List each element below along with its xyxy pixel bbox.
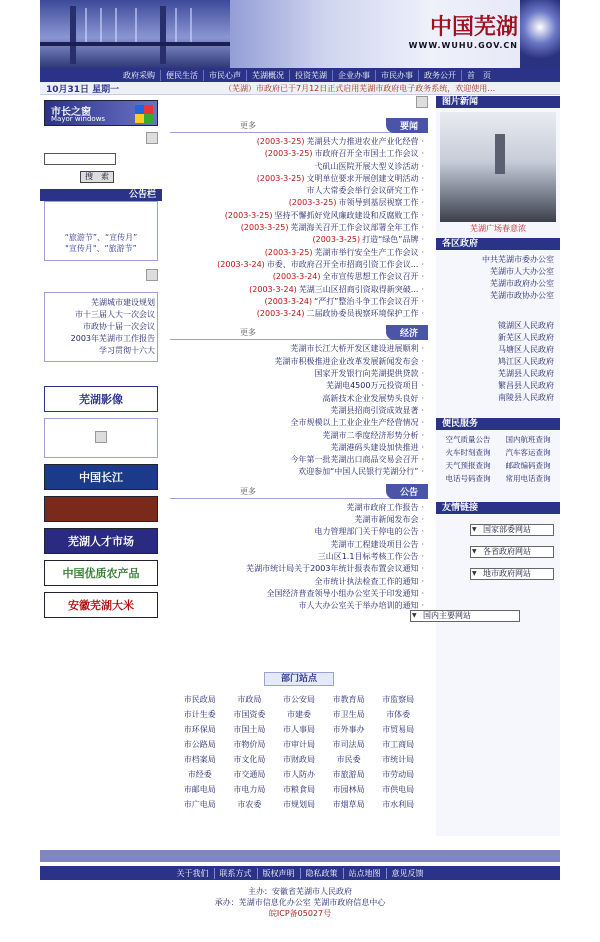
department-link[interactable]: 市环保局 xyxy=(183,725,216,734)
news-item[interactable] xyxy=(176,393,424,405)
department-link[interactable]: 市园林局 xyxy=(332,785,365,794)
more-link[interactable]: 更多 xyxy=(240,121,256,130)
announcement-section xyxy=(170,485,428,613)
news-date: (2003-3-25) xyxy=(288,198,337,208)
economy-section xyxy=(170,326,428,478)
news-title[interactable]: 打造“绿色”品牌 xyxy=(362,235,419,245)
department-link[interactable]: 市卫生局 xyxy=(332,710,365,719)
news-title[interactable]: 芜湖县大力推进农业产业化经营 xyxy=(306,137,419,146)
service-grid xyxy=(436,430,560,488)
news-item[interactable] xyxy=(176,454,424,466)
news-item[interactable] xyxy=(176,222,424,234)
gov-link[interactable]: 中共芜湖市委办公室 xyxy=(482,255,554,264)
image-placeholder-icon xyxy=(95,431,107,443)
footer-link[interactable]: 关于我们 xyxy=(176,868,209,878)
service-link[interactable]: 国内航班查询 xyxy=(505,435,551,444)
select-cities[interactable]: ▼ 地市政府网站 xyxy=(470,568,554,580)
news-item[interactable] xyxy=(176,296,424,308)
news-title[interactable]: 弋矶山医院开展大型义诊活动 xyxy=(314,161,419,171)
image-placeholder-icon xyxy=(146,269,158,281)
department-link[interactable]: 市人事局 xyxy=(282,725,315,734)
department-link[interactable]: 市公安局 xyxy=(282,695,315,704)
footer-link[interactable]: 意见反馈 xyxy=(386,868,429,879)
photo-news-title: 图片新闻 xyxy=(436,96,560,108)
board-line[interactable]: "宣传月"、“旅游节” xyxy=(65,244,137,253)
board-line[interactable]: “旅游节”、“宣传月” xyxy=(64,233,138,242)
department-link[interactable]: 市档案局 xyxy=(183,755,216,764)
page xyxy=(40,0,560,942)
select-ministries[interactable]: ▼ 国家部委网站 xyxy=(470,524,554,536)
bullet-icon: · xyxy=(421,161,424,171)
news-item[interactable] xyxy=(176,502,424,514)
bullet-icon: · xyxy=(421,601,424,611)
news-item[interactable] xyxy=(176,588,424,600)
news-title[interactable]: 高新技术企业发展势头良好 xyxy=(322,393,419,403)
left-column xyxy=(40,96,162,836)
gov-link[interactable]: 芜湖市政协办公室 xyxy=(490,291,554,300)
select-provinces[interactable]: ▼ 各省政府网站 xyxy=(470,546,554,558)
county-link[interactable]: 南陵县人民政府 xyxy=(498,393,554,402)
department-link[interactable]: 市供电局 xyxy=(382,785,415,794)
nav-item[interactable]: 企业办事 xyxy=(332,70,375,81)
flower-ornament xyxy=(520,0,560,68)
department-link[interactable]: 市审计局 xyxy=(282,740,315,749)
bullet-icon: · xyxy=(421,405,424,415)
bullet-icon: · xyxy=(421,588,424,598)
link-select xyxy=(436,524,554,536)
news-title[interactable]: 欢迎参加“中国人民银行芜湖分行” xyxy=(298,467,419,477)
news-title[interactable]: 二届政协委员视察环境保护工作 xyxy=(306,309,419,319)
news-item[interactable] xyxy=(176,380,424,392)
news-item[interactable] xyxy=(176,405,424,417)
service-link[interactable]: 天气预报查询 xyxy=(445,461,491,470)
topic-links xyxy=(44,292,158,362)
department-link[interactable]: 市工商局 xyxy=(382,740,415,749)
notice-board-title: 公告栏 xyxy=(40,189,162,201)
image-placeholder-icon xyxy=(416,96,428,108)
news-title[interactable]: 芜湖市工程建设项目公告 xyxy=(330,539,419,549)
footer-link[interactable]: 站点地图 xyxy=(343,868,386,879)
bullet-icon: · xyxy=(421,369,424,379)
bullet-icon: · xyxy=(421,527,424,537)
notice-bar xyxy=(40,82,560,95)
news-date: (2003-3-25) xyxy=(256,173,305,183)
footer-host: 主办：安徽省芜湖市人民政府 xyxy=(248,887,352,896)
logo-title: 中国芜湖 xyxy=(429,14,518,40)
more-link[interactable]: 更多 xyxy=(240,328,256,338)
more-link[interactable]: 更多 xyxy=(240,486,256,496)
department-link[interactable]: 市民委 xyxy=(336,755,361,764)
county-list xyxy=(436,316,560,408)
bullet-icon: · xyxy=(421,272,424,282)
news-date: (2003-3-24) xyxy=(264,296,313,306)
service-link[interactable]: 汽车客运查询 xyxy=(505,448,551,457)
news-date: (2003-3-25) xyxy=(312,235,361,245)
department-link[interactable]: 市司法局 xyxy=(332,740,365,749)
news-item[interactable] xyxy=(176,173,424,185)
news-title[interactable]: 市人大办公室关于举办培训的通知 xyxy=(298,601,419,611)
news-item[interactable] xyxy=(176,136,424,148)
bullet-icon: · xyxy=(421,296,424,306)
news-section xyxy=(170,119,428,320)
news-title[interactable]: 国家开发银行向芜湖提供贷款 xyxy=(314,369,419,379)
department-link[interactable]: 市政局 xyxy=(237,695,262,704)
department-link[interactable]: 市邮电局 xyxy=(183,785,216,794)
news-title[interactable]: 全国经济普查领导小组办公室关于印发通知 xyxy=(266,588,419,598)
news-title[interactable]: 芜湖县招商引资成效显著 xyxy=(330,405,419,415)
bullet-icon: · xyxy=(421,381,424,391)
section-title: 经济 xyxy=(386,325,428,340)
news-item[interactable] xyxy=(176,551,424,563)
news-title[interactable]: 芜湖三山区招商引资取得新突破... xyxy=(298,284,419,294)
news-date: (2003-3-25) xyxy=(256,137,305,146)
news-item[interactable] xyxy=(176,308,424,320)
news-item[interactable] xyxy=(176,259,424,271)
right-column xyxy=(436,96,560,836)
main-nav xyxy=(40,68,560,82)
department-sites xyxy=(170,672,428,810)
windows-logo-icon xyxy=(135,105,153,123)
news-item[interactable] xyxy=(176,197,424,209)
news-item[interactable] xyxy=(176,271,424,283)
department-link[interactable]: 市财政局 xyxy=(282,755,315,764)
link-select xyxy=(436,546,554,558)
bullet-icon: · xyxy=(421,284,424,294)
news-item[interactable] xyxy=(176,148,424,160)
nav-item[interactable]: 政府采购 xyxy=(123,70,155,80)
footer-link[interactable]: 版权声明 xyxy=(257,868,300,879)
department-link[interactable]: 市体委 xyxy=(386,710,411,719)
bullet-icon: · xyxy=(421,576,424,586)
news-title[interactable]: 芜湖港码头建设加快推进 xyxy=(330,442,419,452)
search-button[interactable]: 搜 索 xyxy=(80,171,114,183)
nav-item[interactable]: 市民办事 xyxy=(375,70,418,81)
county-link[interactable]: 镜湖区人民政府 xyxy=(498,321,554,330)
news-title[interactable]: 坚持不懈抓好党风廉政建设和反腐败工作 xyxy=(274,210,419,220)
bullet-icon: · xyxy=(421,515,424,525)
news-date: (2003-3-24) xyxy=(256,309,305,319)
news-item[interactable] xyxy=(176,234,424,246)
footer-info xyxy=(40,886,560,919)
bullet-icon: · xyxy=(421,442,424,452)
news-date: (2003-3-24) xyxy=(249,284,297,294)
bullet-icon: · xyxy=(421,430,424,440)
department-link[interactable]: 市文化局 xyxy=(233,755,266,764)
news-item[interactable] xyxy=(176,368,424,380)
news-title[interactable]: 芜湖市积极推进企业改革发展新闻发布会 xyxy=(274,356,419,366)
nav-item[interactable]: 市民心声 xyxy=(203,70,246,81)
news-item[interactable] xyxy=(176,442,424,454)
department-title: 部门站点 xyxy=(264,672,334,686)
news-item[interactable] xyxy=(176,417,424,429)
banner-changjiang[interactable]: 中国长江 xyxy=(44,464,158,490)
news-item[interactable] xyxy=(176,185,424,197)
bullet-icon: · xyxy=(421,564,424,574)
county-link[interactable]: 鸠江区人民政府 xyxy=(498,357,554,366)
news-title[interactable]: 文明单位要求开展创建文明活动 xyxy=(306,173,419,183)
service-link[interactable]: 空气质量公告 xyxy=(445,435,491,444)
mayor-title: 市长之窗 xyxy=(51,107,91,118)
links-title: 友情链接 xyxy=(436,502,560,514)
link-select xyxy=(410,610,520,622)
department-link[interactable]: 市水利局 xyxy=(382,800,415,809)
banner-rice[interactable]: 安徽芜湖大米 xyxy=(44,592,158,618)
section-title: 要闻 xyxy=(386,118,428,133)
photo-caption[interactable]: 芜湖广场春意浓 xyxy=(470,224,526,233)
gov-title: 各区政府 xyxy=(436,238,560,250)
bullet-icon: · xyxy=(421,198,424,208)
gov-link[interactable]: 芜湖市人大办公室 xyxy=(490,267,554,276)
news-item[interactable] xyxy=(176,563,424,575)
county-link[interactable]: 新芜区人民政府 xyxy=(498,333,554,342)
bullet-icon: · xyxy=(421,309,424,319)
news-title[interactable]: 芜湖电4500万元投资项目 xyxy=(326,381,419,391)
department-link[interactable]: 市农委 xyxy=(237,800,262,809)
news-title[interactable]: “严打”整治斗争工作会议召开 xyxy=(314,296,419,306)
bullet-icon: · xyxy=(421,418,424,428)
bullet-icon: · xyxy=(421,223,424,233)
news-item[interactable] xyxy=(176,161,424,173)
banner-talent-market[interactable]: 芜湖人才市场 xyxy=(44,528,158,554)
department-link[interactable]: 市广电局 xyxy=(183,800,216,809)
bridge-image xyxy=(40,0,230,68)
department-link[interactable]: 市外事办 xyxy=(332,725,365,734)
department-link[interactable]: 市劳动局 xyxy=(382,770,415,779)
footer-link[interactable]: 隐私政策 xyxy=(300,868,343,879)
mayor-subtitle: Mayor windows xyxy=(51,115,106,123)
department-link[interactable]: 市粮食局 xyxy=(282,785,315,794)
bullet-icon: · xyxy=(421,247,424,257)
bullet-icon: · xyxy=(421,467,424,477)
news-item[interactable] xyxy=(176,210,424,222)
department-link[interactable]: 市教育局 xyxy=(332,695,365,704)
news-date: (2003-3-25) xyxy=(224,210,273,220)
news-title[interactable]: 市人大常委会举行会议研究工作 xyxy=(306,186,419,196)
news-title[interactable]: 芜湖市二季度经济形势分析 xyxy=(322,430,419,440)
department-link[interactable]: 市监察局 xyxy=(382,695,415,704)
section-title: 公告 xyxy=(386,484,428,499)
news-item[interactable] xyxy=(176,539,424,551)
footer-operator: 承办：芜湖市信息化办公室 芜湖市政府信息中心 xyxy=(214,898,386,907)
news-title[interactable]: 全市宣传思想工作会议召开 xyxy=(322,272,419,282)
footer-links xyxy=(40,866,560,880)
bullet-icon: · xyxy=(421,149,424,159)
bullet-icon: · xyxy=(421,551,424,561)
nav-item[interactable]: 投资芜湖 xyxy=(289,70,332,81)
news-item[interactable] xyxy=(176,247,424,259)
county-link[interactable]: 芜湖县人民政府 xyxy=(498,369,554,378)
news-item[interactable] xyxy=(176,576,424,588)
topic-link[interactable]: 学习贯彻十六大 xyxy=(99,346,155,355)
scrolling-notice[interactable]: （芜湖）市政府已于7月12日正式启用芜湖市政府电子政务系统，欢迎使用… xyxy=(224,83,496,93)
department-link[interactable]: 市计生委 xyxy=(183,710,216,719)
footer-icp: 皖ICP备05027号 xyxy=(268,909,332,918)
news-date: (2003-3-25) xyxy=(264,247,313,257)
news-title[interactable]: 芜湖市长江大桥开发区建设进展顺利 xyxy=(290,344,419,354)
news-title[interactable]: 今年第一批芜湖出口商品交易会召开 xyxy=(290,455,419,465)
bullet-icon: · xyxy=(421,455,424,465)
banner-wuhu-image[interactable]: 芜湖影像 xyxy=(44,386,158,412)
news-title[interactable]: 芜湖市统计局关于2003年统计报表布置会议通知 xyxy=(246,564,419,574)
department-link[interactable]: 市旅游局 xyxy=(332,770,365,779)
banner-agriculture[interactable]: 中国优质农产品 xyxy=(44,560,158,586)
department-link[interactable]: 市规划局 xyxy=(282,800,315,809)
news-title[interactable]: 芜湖市新闻发布会 xyxy=(354,515,419,525)
department-link[interactable]: 市公路局 xyxy=(183,740,216,749)
select-major-sites[interactable]: ▼ 国内主要网站 xyxy=(410,610,520,622)
bullet-icon: · xyxy=(421,137,424,146)
service-link[interactable]: 火车时刻查询 xyxy=(445,448,491,457)
news-title[interactable]: 芜湖海关召开工作会议部署全年工作 xyxy=(290,223,419,233)
news-date: (2003-3-24) xyxy=(272,272,321,282)
bullet-icon: · xyxy=(421,539,424,549)
footer-link[interactable]: 联系方式 xyxy=(214,868,257,879)
department-link[interactable]: 市国土局 xyxy=(233,725,266,734)
nav-item[interactable]: 便民生活 xyxy=(160,70,203,81)
department-link[interactable]: 市物价局 xyxy=(233,740,266,749)
news-title[interactable]: 市领导到基层视察工作 xyxy=(338,198,419,208)
news-item[interactable] xyxy=(176,343,424,355)
bullet-icon: · xyxy=(421,502,424,512)
news-item[interactable] xyxy=(176,526,424,538)
news-item[interactable] xyxy=(176,430,424,442)
middle-column xyxy=(170,96,428,836)
service-link[interactable]: 常用电话查询 xyxy=(505,474,551,483)
department-link[interactable]: 市国资委 xyxy=(233,710,266,719)
site-logo[interactable] xyxy=(409,10,518,50)
footer-divider xyxy=(40,850,560,862)
news-item[interactable] xyxy=(176,356,424,368)
news-photo[interactable] xyxy=(440,112,556,233)
news-item[interactable] xyxy=(176,284,424,296)
department-link[interactable]: 市交通局 xyxy=(233,770,266,779)
notice-board xyxy=(44,201,158,261)
department-link[interactable]: 市贸易局 xyxy=(382,725,415,734)
department-link[interactable]: 市民政局 xyxy=(183,695,216,704)
department-link[interactable]: 市经委 xyxy=(187,770,212,779)
news-title[interactable]: 三山区1.1目标考核工作公告 xyxy=(317,551,419,561)
topic-link[interactable]: 2003年芜湖市工作报告 xyxy=(70,334,155,343)
header-banner xyxy=(40,0,560,68)
news-title[interactable]: 芜湖市举行安全生产工作会议 xyxy=(314,247,419,257)
logo-url: WWW.WUHU.GOV.CN xyxy=(408,41,518,50)
search-input[interactable] xyxy=(44,153,116,165)
news-item[interactable] xyxy=(176,466,424,478)
current-date: 10月31日 星期一 xyxy=(46,84,120,95)
service-title: 便民服务 xyxy=(436,418,560,430)
department-link[interactable]: 市电力局 xyxy=(233,785,266,794)
news-date: (2003-3-25) xyxy=(264,149,313,159)
news-title[interactable]: 市委、市政府召开全市招商引资工作会议... xyxy=(266,259,419,269)
topic-link[interactable]: 市政协十届一次会议 xyxy=(83,322,155,331)
banner-brown[interactable] xyxy=(44,496,158,522)
image-placeholder-icon xyxy=(146,132,158,144)
news-title[interactable]: 芜湖市政府工作报告 xyxy=(346,502,419,512)
service-link[interactable]: 邮政编码查询 xyxy=(505,461,551,470)
nav-item[interactable]: 政务公开 xyxy=(418,70,461,81)
bullet-icon: · xyxy=(421,344,424,354)
county-link[interactable]: 马塘区人民政府 xyxy=(498,345,554,354)
bullet-icon: · xyxy=(421,259,424,269)
news-item[interactable] xyxy=(176,514,424,526)
gov-list xyxy=(436,250,560,306)
bullet-icon: · xyxy=(421,173,424,183)
news-title[interactable]: 全市规模以上工业企业生产经营情况 xyxy=(290,418,419,428)
department-link[interactable]: 市建委 xyxy=(286,710,311,719)
gov-link[interactable]: 芜湖市政府办公室 xyxy=(490,279,554,288)
news-title[interactable]: 电力管理部门关于停电的公告 xyxy=(314,527,419,537)
department-link[interactable]: 市统计局 xyxy=(382,755,415,764)
link-select xyxy=(436,568,554,580)
nav-item-home[interactable]: 首 页 xyxy=(461,70,496,81)
news-item[interactable] xyxy=(176,600,424,612)
news-title[interactable]: 市政府召开全市国土工作会议 xyxy=(314,149,419,159)
nav-item[interactable]: 芜湖概况 xyxy=(246,70,289,81)
bullet-icon: · xyxy=(421,235,424,245)
bullet-icon: · xyxy=(421,393,424,403)
news-date: (2003-3-24) xyxy=(217,259,265,269)
topic-link[interactable]: 芜湖城市建设规划 xyxy=(91,298,155,307)
news-date: (2003-3-25) xyxy=(240,223,289,233)
news-title[interactable]: 全市统计执法检查工作的通知 xyxy=(314,576,419,586)
department-link[interactable]: 市烟草局 xyxy=(332,800,365,809)
bullet-icon: · xyxy=(421,356,424,366)
department-link[interactable]: 市人防办 xyxy=(282,770,315,779)
mayor-window-banner[interactable] xyxy=(44,100,158,126)
county-link[interactable]: 繁昌县人民政府 xyxy=(498,381,554,390)
service-link[interactable]: 电话号码查询 xyxy=(445,474,491,483)
bullet-icon: · xyxy=(421,186,424,196)
bullet-icon: · xyxy=(421,210,424,220)
topic-link[interactable]: 市十三届人大一次会议 xyxy=(75,310,155,319)
